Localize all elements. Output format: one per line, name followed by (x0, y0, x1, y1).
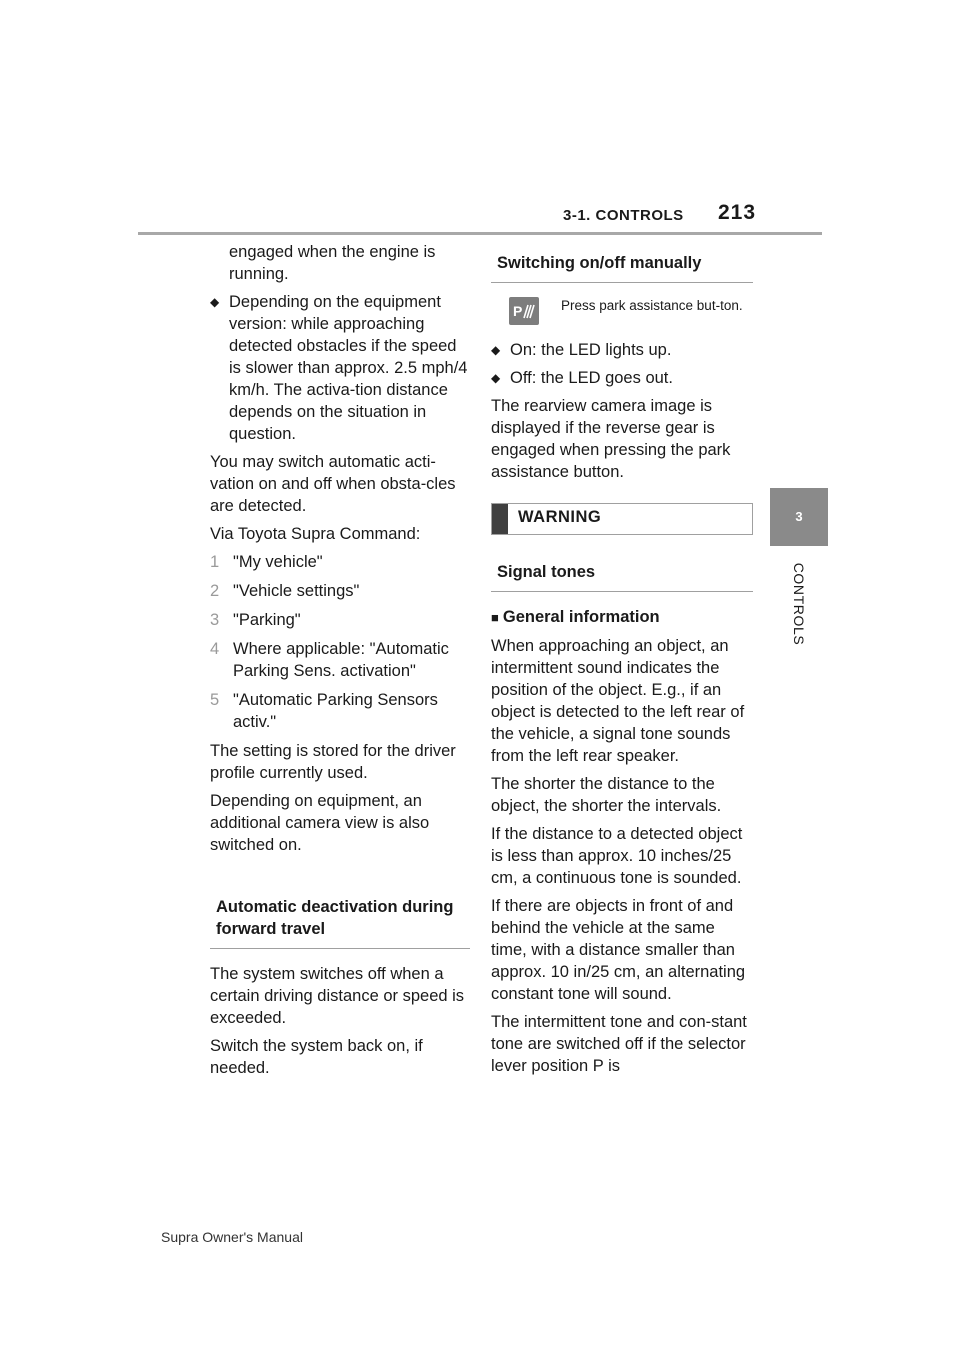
warning-box (491, 503, 753, 535)
paragraph: Switch the system back on, if needed. (210, 1037, 423, 1077)
paragraph: If there are objects in front of and behind the vehicle at the same time, with a distance smaller than approx. 10 in/25 cm, an alternating constant tone will sound. (491, 897, 746, 1003)
paragraph: The setting is stored for the driver profile currently used. (210, 742, 456, 782)
icon-instruction (509, 297, 753, 325)
continued-text: engaged when the engine is running. (229, 243, 436, 283)
heading-auto-deactivation: Automatic deactivation during forward travel (210, 890, 470, 949)
header-divider (138, 232, 822, 235)
paragraph: Depending on equipment, an additional camera view is also switched on. (210, 792, 430, 854)
paragraph: If the distance to a detected object is less than approx. 10 inches/25 cm, a continuous tone is sounded. (491, 825, 743, 887)
park-assist-icon (509, 297, 539, 325)
step-item: 1 "My vehicle" (210, 553, 323, 571)
section-title: 3-1. CONTROLS (563, 207, 684, 224)
step-item: 3 "Parking" (210, 611, 301, 629)
paragraph: The system switches off when a certain driving distance or speed is exceeded. (210, 965, 465, 1027)
step-item: 4 Where applicable: "Automatic Parking Sens. activation" (210, 640, 449, 680)
svg-text:P: P (513, 303, 523, 319)
icon-caption: Press park assistance but-ton. (561, 298, 743, 313)
chapter-label: CONTROLS (791, 562, 807, 646)
footer-text: Supra Owner's Manual (161, 1229, 303, 1245)
warning-label: WARNING (518, 508, 602, 526)
chapter-tab: 3 (770, 488, 828, 546)
paragraph: The shorter the distance to the object, the shorter the intervals. (491, 775, 722, 815)
square-marker-icon: ■ (491, 610, 499, 625)
step-item: 2 "Vehicle settings" (210, 582, 360, 600)
left-column (210, 241, 470, 1085)
paragraph: The intermittent tone and con-stant tone are switched off if the selector lever position P is (491, 1013, 747, 1075)
paragraph: You may switch automatic acti-vation on and off when obsta-cles are detected. (210, 453, 456, 515)
warning-bar (492, 504, 508, 534)
heading-switch-manually: Switching on/off manually (491, 246, 753, 283)
paragraph: The rearview camera image is displayed if the reverse gear is engaged when pressing the park assistance button. (491, 397, 731, 481)
page-number: 213 (718, 201, 757, 224)
bullet-off: ◆ Off: the LED goes out. (491, 367, 753, 389)
bullet-on: ◆ On: the LED lights up. (491, 339, 753, 361)
heading-signal-tones: Signal tones (491, 555, 753, 592)
step-item: 5 "Automatic Parking Sensors activ." (210, 691, 438, 731)
bullet-equipment-version: ◆ Depending on the equipment version: while approaching detected obstacles if the speed is slower than approx. 2.5 mph/4 km/h. The activa-tion distance depends on the situation in question. (210, 291, 470, 445)
paragraph: When approaching an object, an intermittent sound indicates the position of the object. E.g., if an object is detected to the left rear of the vehicle, a signal tone sounds from the left rear speaker. (491, 637, 745, 765)
paragraph: Via Toyota Supra Command: (210, 525, 421, 543)
right-column (491, 246, 753, 1083)
subheading-general: ■ General information (491, 608, 660, 626)
